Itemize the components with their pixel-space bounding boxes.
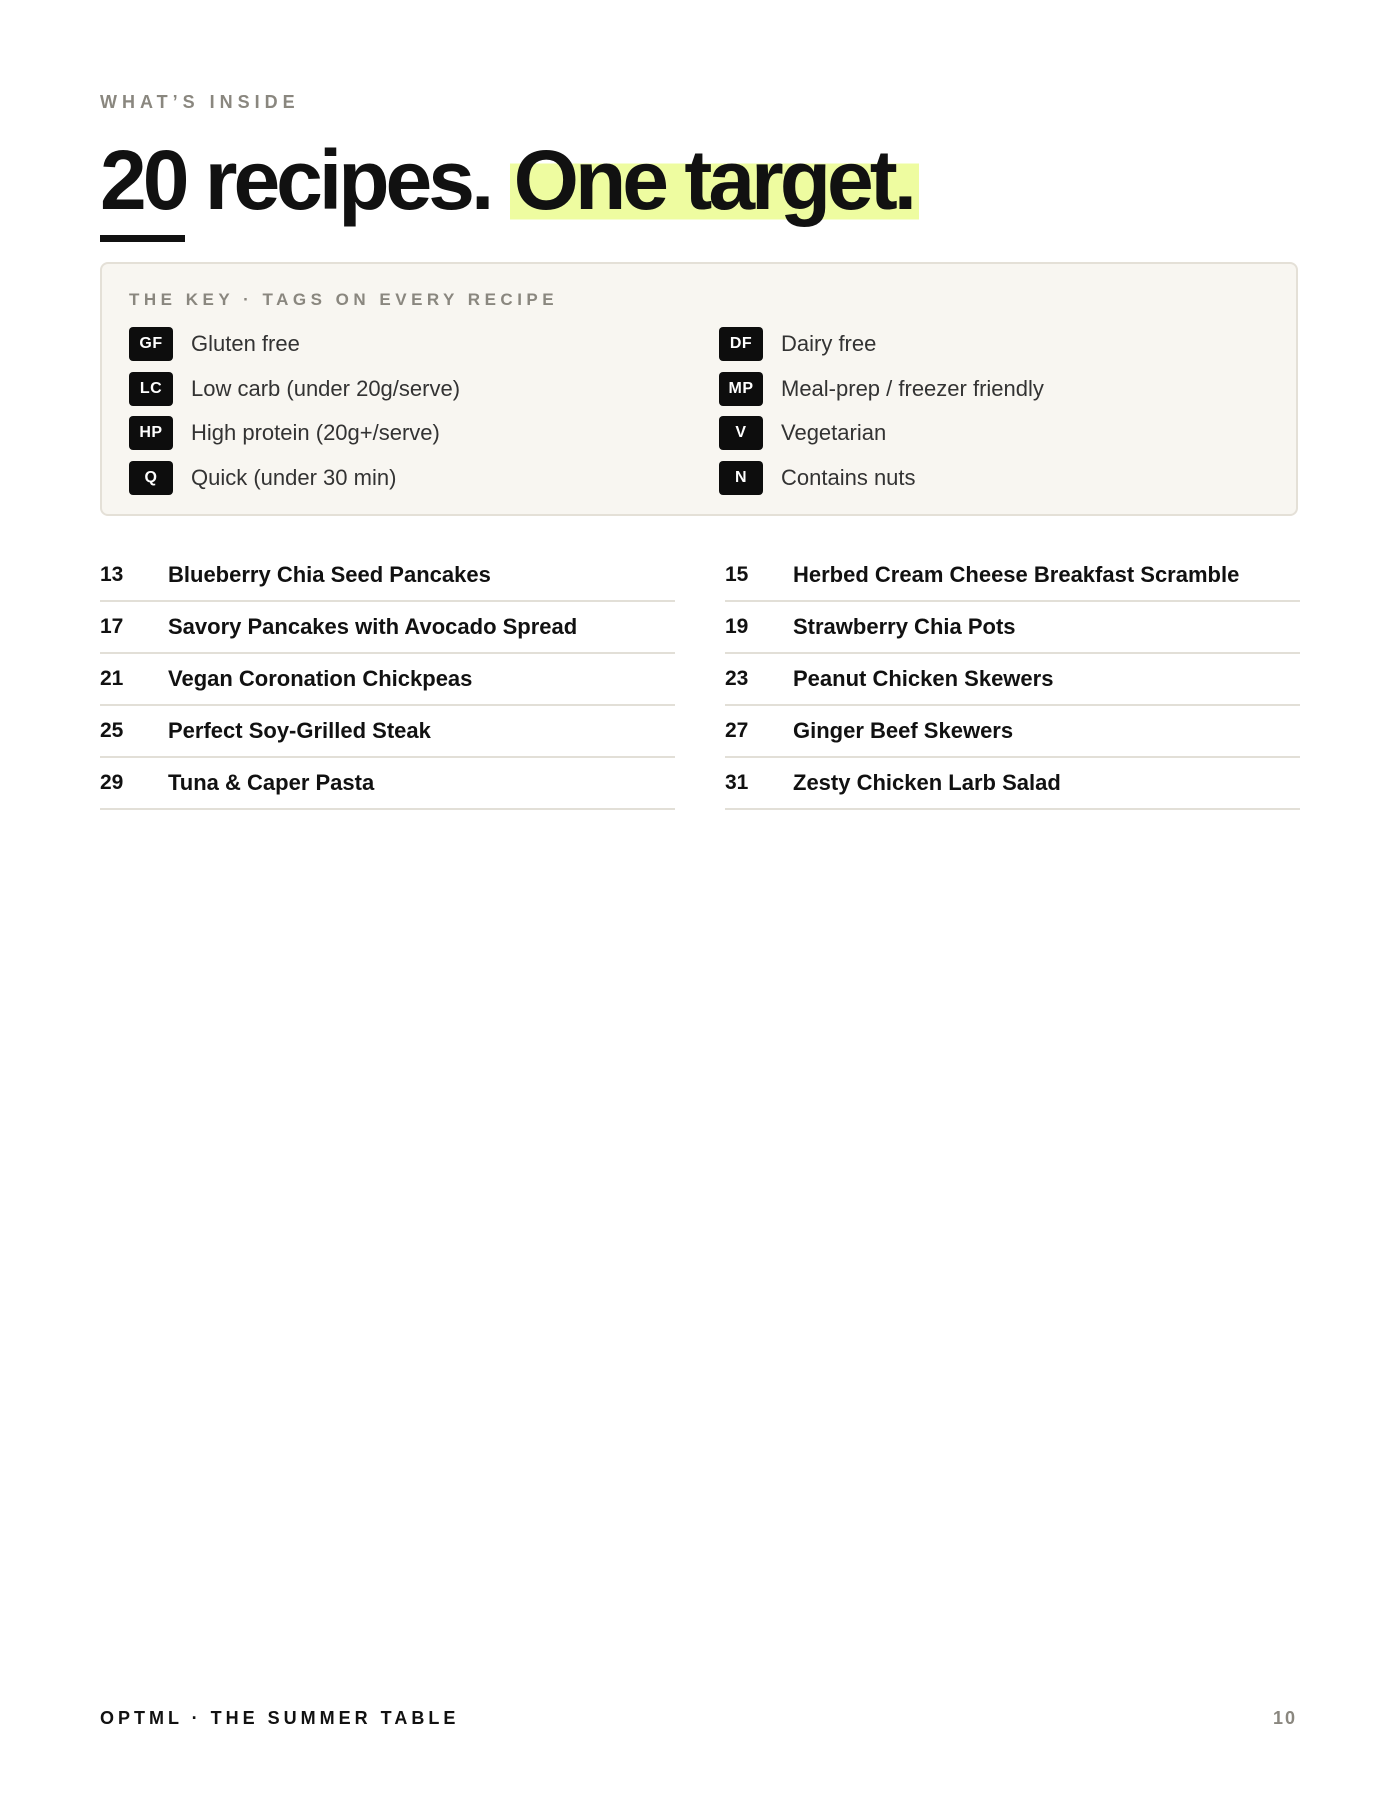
tag-badge: LC <box>129 372 173 406</box>
key-item <box>719 326 1044 362</box>
recipe-page-number: 29 <box>100 771 124 794</box>
recipe-page-number: 19 <box>725 615 749 638</box>
key-item <box>719 371 1044 407</box>
recipe-row[interactable] <box>725 602 1300 654</box>
recipe-title: Ginger Beef Skewers <box>793 718 1014 743</box>
tag-badge: GF <box>129 327 173 361</box>
recipe-title: Peanut Chicken Skewers <box>793 666 1054 691</box>
recipe-title: Strawberry Chia Pots <box>793 614 1016 639</box>
tag-badge: HP <box>129 416 173 450</box>
recipe-title: Zesty Chicken Larb Salad <box>793 770 1061 795</box>
recipe-page-number: 15 <box>725 563 749 586</box>
recipe-title: Tuna & Caper Pasta <box>168 770 375 795</box>
key-label: Quick (under 30 min) <box>191 464 397 490</box>
recipe-title: Blueberry Chia Seed Pancakes <box>168 562 491 587</box>
page-headline <box>100 128 919 232</box>
tag-badge: N <box>719 461 763 495</box>
recipe-page-number: 21 <box>100 667 124 690</box>
footer-brand: OPTML · THE SUMMER TABLE <box>100 1708 460 1728</box>
tag-badge: V <box>719 416 763 450</box>
key-item <box>719 415 1044 451</box>
recipe-row[interactable] <box>100 706 675 758</box>
footer-page-number: 10 <box>1272 1708 1297 1728</box>
tag-badge: DF <box>719 327 763 361</box>
key-label: Contains nuts <box>781 464 916 490</box>
recipe-row[interactable] <box>725 654 1300 706</box>
recipe-page-number: 31 <box>725 771 749 794</box>
section-eyebrow: WHAT’S INSIDE <box>100 92 300 112</box>
key-column-left <box>129 326 460 504</box>
key-item <box>129 415 460 451</box>
recipe-page-number: 17 <box>100 615 124 638</box>
recipe-page-number: 23 <box>725 667 749 690</box>
key-title: THE KEY · TAGS ON EVERY RECIPE <box>129 290 559 309</box>
recipe-page-number: 25 <box>100 719 124 742</box>
key-label: Gluten free <box>191 331 300 356</box>
recipe-title: Perfect Soy-Grilled Steak <box>168 718 431 743</box>
recipe-row[interactable] <box>725 706 1300 758</box>
tag-badge: Q <box>129 461 173 495</box>
recipe-title: Vegan Coronation Chickpeas <box>168 666 473 691</box>
key-label: Low carb (under 20g/serve) <box>191 375 461 401</box>
key-label: Dairy free <box>781 331 877 356</box>
headline-number: 20 <box>100 128 185 232</box>
key-item <box>129 326 460 362</box>
tag-badge: MP <box>719 372 763 406</box>
key-label: Vegetarian <box>781 420 887 445</box>
key-label: High protein (20g+/serve) <box>191 420 440 445</box>
tag-key-panel <box>100 262 1298 516</box>
headline-text: recipes. <box>185 133 510 227</box>
recipe-title: Savory Pancakes with Avocado Spread <box>168 614 578 639</box>
headline-highlight: One target. <box>510 128 919 232</box>
key-item <box>129 371 460 407</box>
key-item <box>129 460 460 496</box>
recipe-row[interactable] <box>725 758 1300 810</box>
recipe-page-number: 13 <box>100 563 124 586</box>
recipe-title: Herbed Cream Cheese Breakfast Scramble <box>793 562 1240 587</box>
recipe-list-left <box>100 550 675 810</box>
key-item <box>719 460 1044 496</box>
recipe-list-right <box>725 550 1300 810</box>
recipe-row[interactable] <box>725 550 1300 602</box>
key-column-right <box>719 326 1044 504</box>
recipe-page-number: 27 <box>725 719 749 742</box>
recipe-row[interactable] <box>100 550 675 602</box>
recipe-row[interactable] <box>100 602 675 654</box>
recipe-row[interactable] <box>100 758 675 810</box>
key-label: Meal-prep / freezer friendly <box>781 375 1044 401</box>
recipe-row[interactable] <box>100 654 675 706</box>
